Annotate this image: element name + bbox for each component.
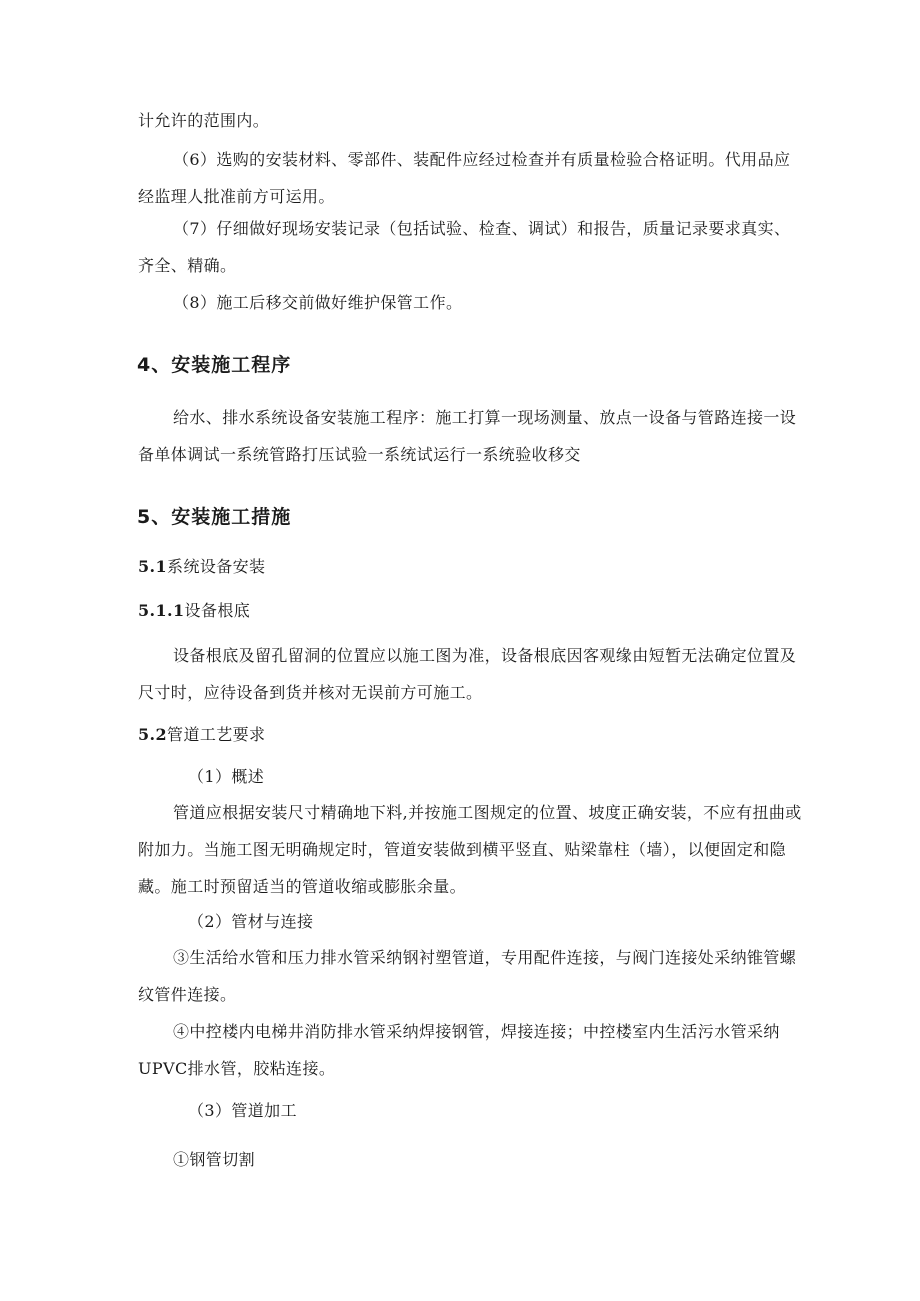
paragraph-item-7: （7）仔细做好现场安装记录（包括试验、检查、调试）和报告，质量记录要求真实、齐全、精确。 — [138, 219, 791, 275]
paragraph-connection-3: ③生活给水管和压力排水管采纳钢衬塑管道，专用配件连接，与阀门连接处采纳锥管螺纹管件连接。 — [138, 948, 797, 1004]
heading-5-1-text: 系统设备安装 — [167, 557, 266, 576]
heading-5-2 — [138, 722, 265, 745]
paragraph-procedure: 给水、排水系统设备安装施工程序：施工打算一现场测量、放点一设备与管路连接一设备单体调试一系统管路打压试验一系统试运行一系统验收移交 — [138, 408, 797, 464]
heading-5-1-number: 5.1 — [138, 557, 168, 576]
subheading-overview: （1）概述 — [188, 767, 265, 786]
heading-5-2-number: 5.2 — [138, 725, 168, 744]
subheading-pipe-material: （2）管材与连接 — [188, 912, 314, 931]
paragraph-item-6: （6）选购的安装材料、零部件、装配件应经过检查并有质量检验合格证明。代用品应经监理人批准前方可运用。 — [138, 150, 791, 206]
paragraph-range-end: 计允许的范围内。 — [138, 111, 270, 130]
subheading-pipe-processing: （3）管道加工 — [188, 1101, 297, 1120]
heading-5-1-1 — [138, 598, 250, 621]
heading-section-4: 4、安装施工程序 — [137, 354, 292, 376]
paragraph-overview: 管道应根据安装尺寸精确地下料,并按施工图规定的位置、坡度正确安装，不应有扭曲或附加力。当施工图无明确规定时，管道安装做到横平竖直、贴梁靠柱（墙），以便固定和隐藏。施工时预留适当的管道收缩或膨胀余量。 — [138, 803, 802, 896]
paragraph-connection-4: ④中控楼内电梯井消防排水管采纳焊接钢管，焊接连接；中控楼室内生活污水管采纳UPVC排水管，胶粘连接。 — [138, 1022, 780, 1078]
heading-section-5: 5、安装施工措施 — [137, 506, 292, 528]
heading-5-1 — [138, 554, 265, 577]
paragraph-steel-cutting: ①钢管切割 — [173, 1150, 256, 1169]
heading-5-2-text: 管道工艺要求 — [167, 725, 266, 744]
paragraph-foundation: 设备根底及留孔留洞的位置应以施工图为准，设备根底因客观缘由短暂无法确定位置及尺寸时，应待设备到货并核对无误前方可施工。 — [138, 646, 797, 702]
paragraph-item-8: （8）施工后移交前做好维护保管工作。 — [173, 293, 463, 312]
heading-5-1-1-number: 5.1.1 — [138, 601, 185, 620]
heading-5-1-1-text: 设备根底 — [184, 601, 251, 620]
